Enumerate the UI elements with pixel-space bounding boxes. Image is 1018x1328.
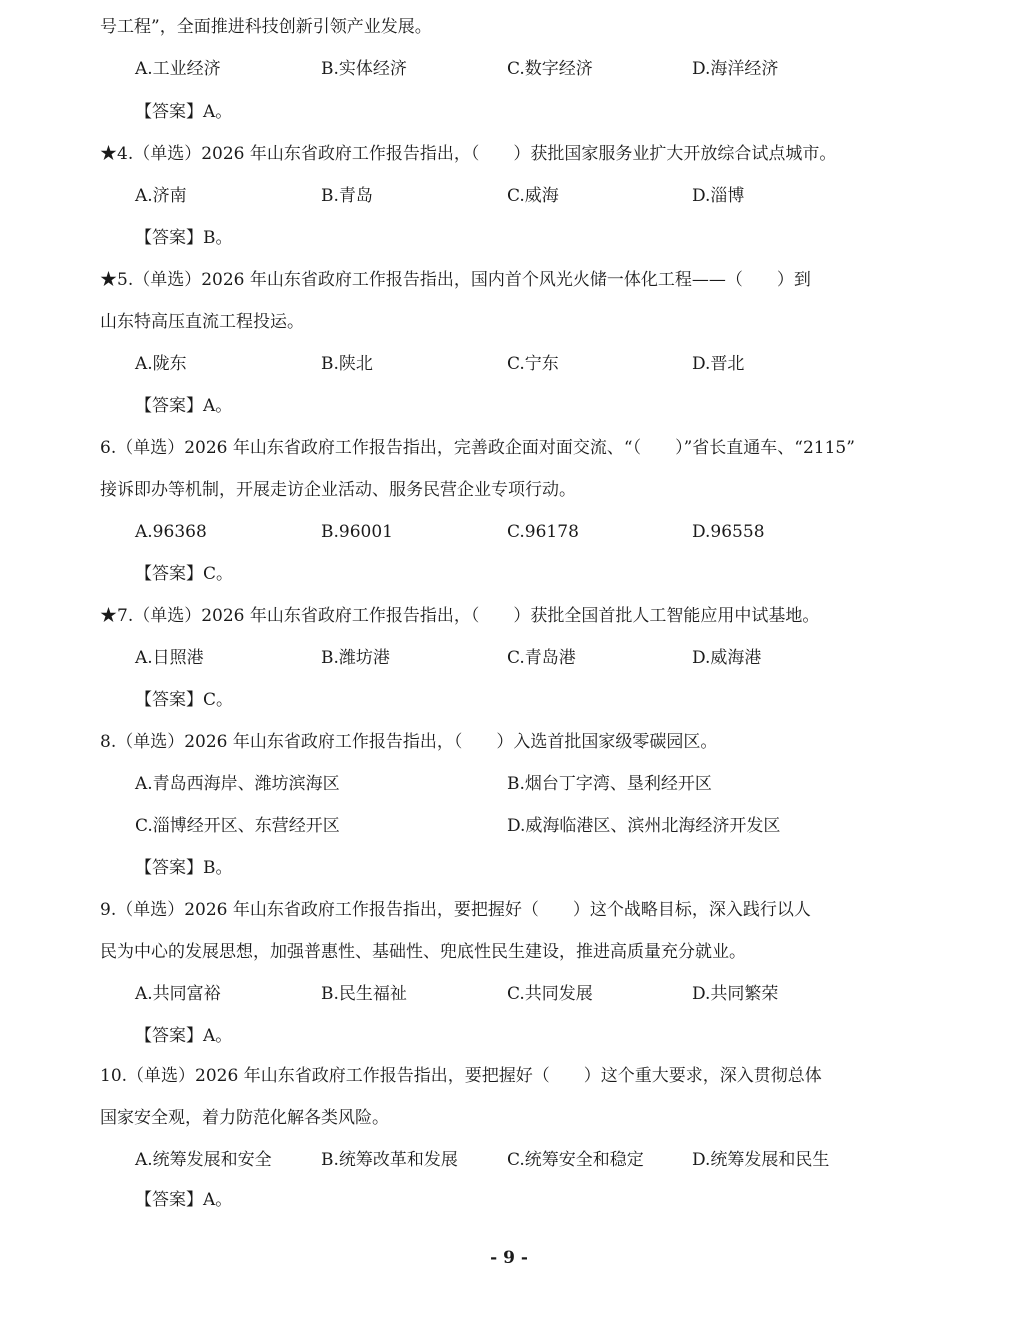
option-d: D.威海临港区、滨州北海经济开发区: [507, 816, 781, 836]
option-b: B.民生福祉: [321, 984, 407, 1004]
option-d: D.海洋经济: [692, 59, 779, 79]
answer: 【答案】A。: [135, 1026, 233, 1046]
option-c: C.共同发展: [507, 984, 593, 1004]
option-c: C.威海: [507, 186, 559, 206]
page-number: - 9 -: [490, 1248, 528, 1268]
option-d: D.晋北: [692, 354, 745, 374]
option-a: A.工业经济: [135, 59, 221, 79]
option-d: D.共同繁荣: [692, 984, 779, 1004]
question-9: 9.（单选）2026 年山东省政府工作报告指出，要把握好（ ）这个战略目标，深入践行以人: [100, 900, 811, 920]
option-c: C.数字经济: [507, 59, 593, 79]
option-b: B.统筹改革和发展: [321, 1150, 458, 1170]
option-a: A.共同富裕: [135, 984, 221, 1004]
option-d: D.淄博: [692, 186, 745, 206]
answer: 【答案】A。: [135, 1190, 233, 1210]
option-c: C.青岛港: [507, 648, 576, 668]
option-c: C.宁东: [507, 354, 559, 374]
option-b: B.96001: [321, 522, 393, 542]
question-continuation: 国家安全观，着力防范化解各类风险。: [100, 1108, 389, 1128]
option-b: B.青岛: [321, 186, 373, 206]
option-a: A.96368: [135, 522, 207, 542]
question-10: 10.（单选）2026 年山东省政府工作报告指出，要把握好（ ）这个重大要求，深入贯彻总体: [100, 1066, 822, 1086]
question-6: 6.（单选）2026 年山东省政府工作报告指出，完善政企面对面交流、“（ ）”省长直通车、“2115”: [100, 438, 855, 458]
option-c: C.统筹安全和稳定: [507, 1150, 644, 1170]
option-c: C.淄博经开区、东营经开区: [135, 816, 340, 836]
option-a: A.陇东: [135, 354, 187, 374]
answer: 【答案】C。: [135, 564, 234, 584]
option-c: C.96178: [507, 522, 579, 542]
answer: 【答案】B。: [135, 228, 233, 248]
option-a: A.统筹发展和安全: [135, 1150, 272, 1170]
answer: 【答案】A。: [135, 396, 233, 416]
option-a: A.日照港: [135, 648, 204, 668]
question-continuation: 接诉即办等机制，开展走访企业活动、服务民营企业专项行动。: [100, 480, 576, 500]
answer: 【答案】C。: [135, 690, 234, 710]
question-8: 8.（单选）2026 年山东省政府工作报告指出，（ ）入选首批国家级零碳园区。: [100, 732, 718, 752]
option-a: A.青岛西海岸、潍坊滨海区: [135, 774, 340, 794]
answer: 【答案】A。: [135, 102, 233, 122]
option-d: D.威海港: [692, 648, 762, 668]
option-b: B.陕北: [321, 354, 373, 374]
option-b: B.潍坊港: [321, 648, 390, 668]
question-continuation: 号工程”，全面推进科技创新引领产业发展。: [100, 17, 432, 37]
answer: 【答案】B。: [135, 858, 233, 878]
question-5: ★5.（单选）2026 年山东省政府工作报告指出，国内首个风光火储一体化工程——（ ）到: [100, 270, 811, 290]
option-b: B.实体经济: [321, 59, 407, 79]
option-b: B.烟台丁字湾、垦利经开区: [507, 774, 712, 794]
option-d: D.统筹发展和民生: [692, 1150, 830, 1170]
question-7: ★7.（单选）2026 年山东省政府工作报告指出，（ ）获批全国首批人工智能应用中试基地。: [100, 606, 820, 626]
question-continuation: 民为中心的发展思想，加强普惠性、基础性、兜底性民生建设，推进高质量充分就业。: [100, 942, 746, 962]
question-4: ★4.（单选）2026 年山东省政府工作报告指出，（ ）获批国家服务业扩大开放综合试点城市。: [100, 144, 837, 164]
option-d: D.96558: [692, 522, 765, 542]
option-a: A.济南: [135, 186, 187, 206]
question-continuation: 山东特高压直流工程投运。: [100, 312, 304, 332]
